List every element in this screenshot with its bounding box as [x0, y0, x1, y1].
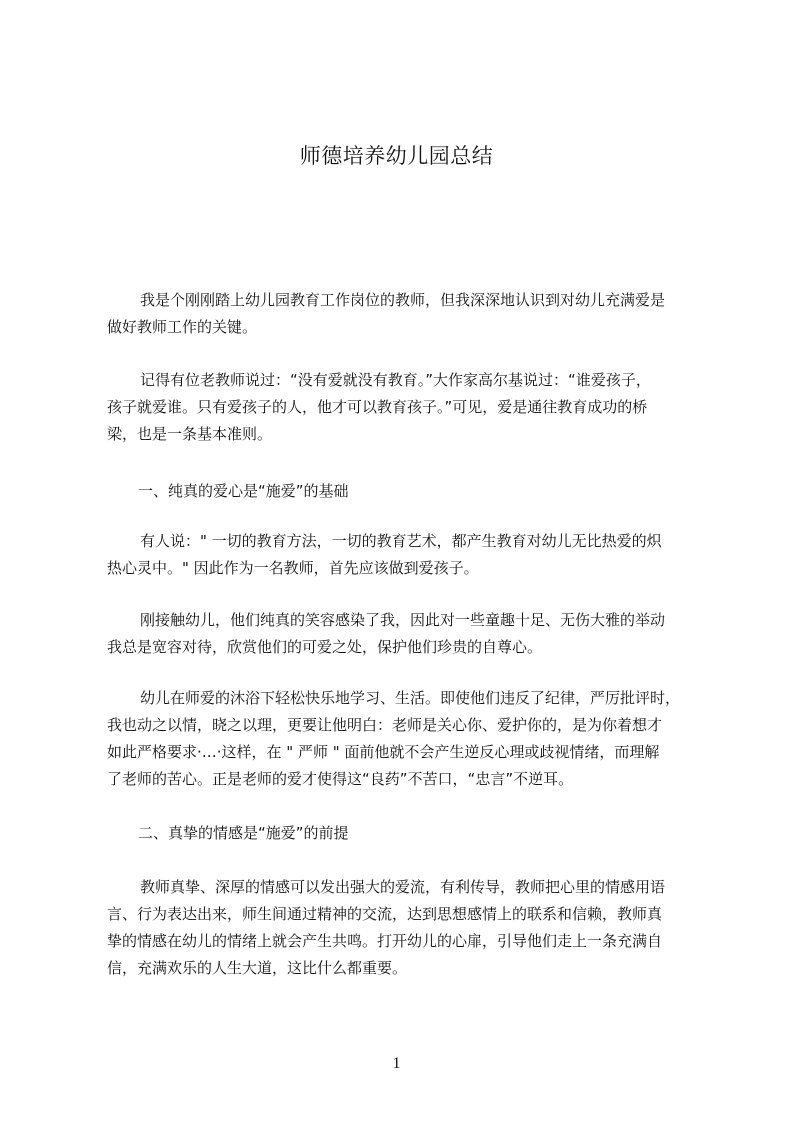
- paragraph-quote: [107, 367, 651, 448]
- paragraph-line: 信，充满欢乐的人生大道，这比什么都重要。: [107, 959, 408, 977]
- page-number: 1: [392, 1055, 401, 1072]
- section-heading-1: [107, 478, 349, 505]
- paragraph-line: 教师真挚、深厚的情感可以发出强大的爱流，有利传导，教师把心里的情感用语: [140, 878, 666, 896]
- paragraph-line: 我总是宽容对待，欣赏他们的可爱之处，保护他们珍贵的自尊心。: [107, 638, 543, 656]
- section-heading-text: 二、真挚的情感是“施爱”的前提: [138, 824, 349, 842]
- paragraph-line: 梁，也是一条基本准则。: [107, 425, 273, 443]
- paragraph-line: 记得有位老教师说过：“没有爱就没有教育。”大作家高尔基说过：“谁爱孩子，: [140, 371, 651, 389]
- paragraph-line: 热心灵中。" 因此作为一名教师，首先应该做到爱孩子。: [107, 559, 479, 577]
- paragraph-line: 挚的情感在幼儿的情绪上就会产生共鸣。打开幼儿的心扉，引导他们走上一条充满自: [107, 932, 663, 950]
- document-title: 师德培养幼儿园总结: [299, 144, 494, 168]
- paragraph-line: 如此严格要求·…·这样，在 " 严师 " 面前他就不会产生逆反心理或歧视情绪，而理解: [107, 743, 660, 761]
- paragraph-line: 我也动之以情，晓之以理，更要让他明白：老师是关心你、爱护你的，是为你着想才: [107, 716, 663, 734]
- paragraph-line: 了老师的苦心。正是老师的爱才使得这“良药”不苦口，“忠言”不逆耳。: [107, 770, 574, 788]
- paragraph-line: 言、行为表达出来，师生间通过精神的交流，达到思想感情上的联系和信赖，教师真: [107, 905, 663, 923]
- paragraph-line: 孩子就爱谁。只有爱孩子的人，他才可以教育孩子。”可见，爱是通往教育成功的桥: [107, 398, 648, 416]
- paragraph-contact: [107, 607, 665, 661]
- paragraph-discipline: [107, 685, 680, 793]
- paragraph-emotion: [107, 874, 665, 982]
- paragraph-line: 有人说：" 一切的教育方法，一切的教育艺术，都产生教育对幼儿无比热爱的炽: [140, 532, 662, 550]
- section-heading-text: 一、纯真的爱心是“施爱”的基础: [138, 482, 349, 500]
- paragraph-line: 刚接触幼儿，他们纯真的笑容感染了我，因此对一些童趣十足、无伤大雅的举动: [140, 611, 666, 629]
- paragraph-methods: [107, 528, 662, 582]
- paragraph-line: 幼儿在师爱的沐浴下轻松快乐地学习、生活。即使他们违反了纪律，严厉批评时，: [140, 689, 681, 707]
- paragraph-line: 做好教师工作的关键。: [107, 318, 258, 336]
- section-heading-2: [107, 820, 349, 847]
- paragraph-intro: [107, 287, 665, 341]
- paragraph-line: 我是个刚刚踏上幼儿园教育工作岗位的教师，但我深深地认识到对幼儿充满爱是: [140, 291, 666, 309]
